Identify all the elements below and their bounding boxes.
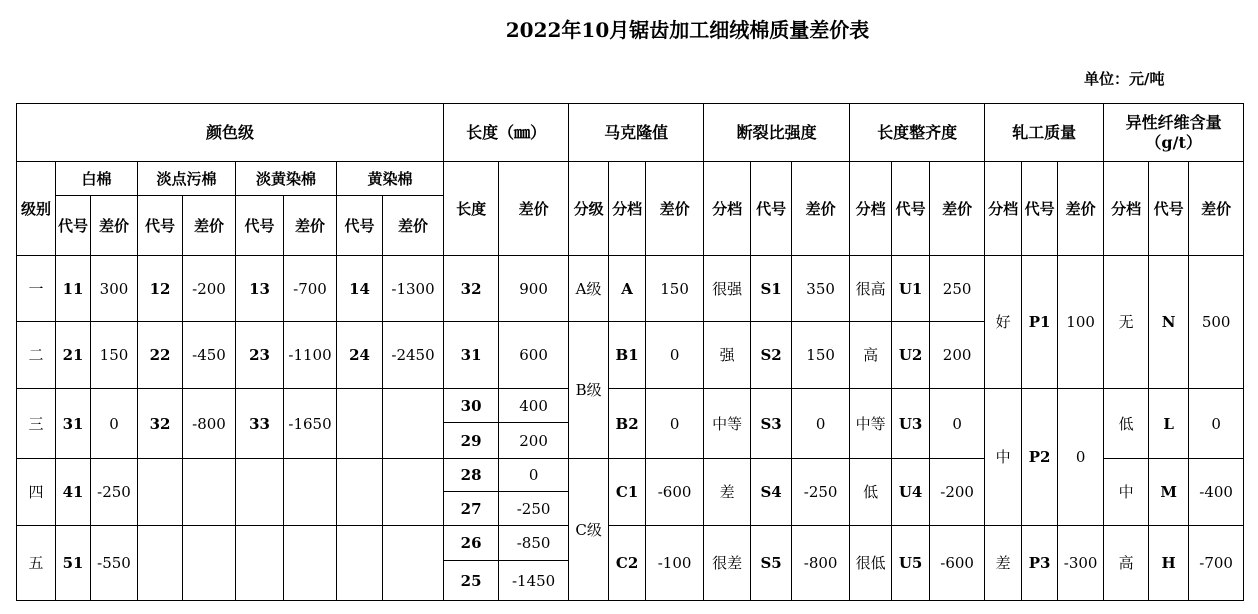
header-mic-grade: 分级 <box>569 162 609 256</box>
mic-code: C1 <box>609 459 646 526</box>
str-code: S5 <box>751 526 792 601</box>
length-value: 29 <box>444 423 499 459</box>
str-gear: 中等 <box>704 389 751 459</box>
spot-diff <box>183 459 236 526</box>
length-diff: -850 <box>499 526 569 561</box>
gin-diff: -300 <box>1058 526 1104 601</box>
gin-code: P2 <box>1022 389 1058 526</box>
header-uni-code: 代号 <box>892 162 930 256</box>
lyellow-code <box>236 459 284 526</box>
header-foreign-fiber-label: 异性纤维含量 <box>1125 112 1222 132</box>
str-gear: 很强 <box>704 256 751 322</box>
str-gear: 差 <box>704 459 751 526</box>
yellow-code <box>337 389 383 459</box>
mic-diff: 0 <box>646 322 704 389</box>
ff-gear: 中 <box>1104 459 1149 526</box>
header-micronaire: 马克隆值 <box>569 104 704 162</box>
mic-diff: 150 <box>646 256 704 322</box>
length-diff: 200 <box>499 423 569 459</box>
length-diff: 600 <box>499 322 569 389</box>
gin-gear: 中 <box>985 389 1022 526</box>
length-value: 32 <box>444 256 499 322</box>
str-diff: 350 <box>792 256 850 322</box>
lyellow-diff <box>284 459 337 526</box>
yellow-diff <box>383 526 444 601</box>
white-diff: 0 <box>91 389 138 459</box>
length-value: 30 <box>444 389 499 423</box>
header-ff-code: 代号 <box>1149 162 1189 256</box>
mic-grade: A级 <box>569 256 609 322</box>
str-code: S4 <box>751 459 792 526</box>
ff-diff: 500 <box>1189 256 1244 389</box>
header-uniformity: 长度整齐度 <box>850 104 985 162</box>
ff-diff: 0 <box>1189 389 1244 459</box>
ff-diff: -400 <box>1189 459 1244 526</box>
header-yellow-diff: 差价 <box>383 196 444 256</box>
spot-code: 32 <box>138 389 183 459</box>
yellow-diff <box>383 389 444 459</box>
page-title: 2022年10月锯齿加工细绒棉质量差价表 <box>505 18 870 42</box>
spot-diff: -200 <box>183 256 236 322</box>
white-code: 51 <box>56 526 91 601</box>
header-white-diff: 差价 <box>91 196 138 256</box>
yellow-code <box>337 459 383 526</box>
str-diff: 150 <box>792 322 850 389</box>
ff-diff: -700 <box>1189 526 1244 601</box>
mic-diff: -100 <box>646 526 704 601</box>
gin-gear: 差 <box>985 526 1022 601</box>
grade-level: 一 <box>17 256 56 322</box>
gin-code: P3 <box>1022 526 1058 601</box>
spot-diff <box>183 526 236 601</box>
header-str-diff: 差价 <box>792 162 850 256</box>
uni-code: U4 <box>892 459 930 526</box>
uni-diff: 200 <box>930 322 985 389</box>
length-diff: 900 <box>499 256 569 322</box>
uni-gear: 低 <box>850 459 892 526</box>
spot-diff: -450 <box>183 322 236 389</box>
mic-code: B2 <box>609 389 646 459</box>
uni-diff: -200 <box>930 459 985 526</box>
header-level: 级别 <box>17 162 56 256</box>
header-mic-diff: 差价 <box>646 162 704 256</box>
header-gin-diff: 差价 <box>1058 162 1104 256</box>
uni-diff: -600 <box>930 526 985 601</box>
length-value: 25 <box>444 561 499 601</box>
yellow-diff <box>383 459 444 526</box>
white-code: 21 <box>56 322 91 389</box>
mic-code: B1 <box>609 322 646 389</box>
header-ginning: 轧工质量 <box>985 104 1104 162</box>
spot-code: 12 <box>138 256 183 322</box>
header-len-diff: 差价 <box>499 162 569 256</box>
yellow-code <box>337 526 383 601</box>
str-code: S3 <box>751 389 792 459</box>
header-strength: 断裂比强度 <box>704 104 850 162</box>
grade-level: 五 <box>17 526 56 601</box>
mic-code: A <box>609 256 646 322</box>
grade-level: 四 <box>17 459 56 526</box>
spot-code <box>138 459 183 526</box>
length-diff: 0 <box>499 459 569 492</box>
str-gear: 强 <box>704 322 751 389</box>
price-difference-table <box>16 103 1244 601</box>
header-len: 长度 <box>444 162 499 256</box>
spot-diff: -800 <box>183 389 236 459</box>
ff-gear: 高 <box>1104 526 1149 601</box>
ff-gear: 无 <box>1104 256 1149 389</box>
white-code: 31 <box>56 389 91 459</box>
length-diff: -250 <box>499 492 569 526</box>
ff-code: N <box>1149 256 1189 389</box>
header-length: 长度（㎜） <box>444 104 569 162</box>
header-spot-diff: 差价 <box>183 196 236 256</box>
yellow-code: 14 <box>337 256 383 322</box>
header-ff-gear: 分档 <box>1104 162 1149 256</box>
mic-grade: C级 <box>569 459 609 601</box>
gin-diff: 0 <box>1058 389 1104 526</box>
str-gear: 很差 <box>704 526 751 601</box>
length-diff: 400 <box>499 389 569 423</box>
str-code: S1 <box>751 256 792 322</box>
grade-level: 三 <box>17 389 56 459</box>
header-light-spotted: 淡点污棉 <box>138 162 236 196</box>
lyellow-code: 23 <box>236 322 284 389</box>
white-diff: -250 <box>91 459 138 526</box>
uni-code: U2 <box>892 322 930 389</box>
gin-gear: 好 <box>985 256 1022 389</box>
header-uni-gear: 分档 <box>850 162 892 256</box>
header-gin-code: 代号 <box>1022 162 1058 256</box>
header-white: 白棉 <box>56 162 138 196</box>
header-light-yellow: 淡黄染棉 <box>236 162 337 196</box>
white-diff: 150 <box>91 322 138 389</box>
length-value: 28 <box>444 459 499 492</box>
header-white-code: 代号 <box>56 196 91 256</box>
mic-grade: B级 <box>569 322 609 459</box>
str-diff: -250 <box>792 459 850 526</box>
header-yellow: 黄染棉 <box>337 162 444 196</box>
gin-code: P1 <box>1022 256 1058 389</box>
yellow-diff: -2450 <box>383 322 444 389</box>
yellow-code: 24 <box>337 322 383 389</box>
header-ff-diff: 差价 <box>1189 162 1244 256</box>
lyellow-diff: -1100 <box>284 322 337 389</box>
length-value: 27 <box>444 492 499 526</box>
mic-diff: 0 <box>646 389 704 459</box>
header-uni-diff: 差价 <box>930 162 985 256</box>
mic-code: C2 <box>609 526 646 601</box>
length-value: 31 <box>444 322 499 389</box>
grade-level: 二 <box>17 322 56 389</box>
uni-code: U3 <box>892 389 930 459</box>
gin-diff: 100 <box>1058 256 1104 389</box>
uni-code: U5 <box>892 526 930 601</box>
yellow-diff: -1300 <box>383 256 444 322</box>
uni-gear: 很高 <box>850 256 892 322</box>
header-foreign-fiber <box>1104 104 1244 162</box>
header-foreign-fiber-unit: （g/t） <box>1145 132 1202 152</box>
lyellow-code <box>236 526 284 601</box>
ff-code: M <box>1149 459 1189 526</box>
spot-code <box>138 526 183 601</box>
header-lyellow-diff: 差价 <box>284 196 337 256</box>
str-code: S2 <box>751 322 792 389</box>
ff-code: L <box>1149 389 1189 459</box>
uni-gear: 很低 <box>850 526 892 601</box>
header-lyellow-code: 代号 <box>236 196 284 256</box>
length-diff: -1450 <box>499 561 569 601</box>
header-str-gear: 分档 <box>704 162 751 256</box>
lyellow-diff: -1650 <box>284 389 337 459</box>
str-diff: -800 <box>792 526 850 601</box>
lyellow-code: 33 <box>236 389 284 459</box>
mic-diff: -600 <box>646 459 704 526</box>
lyellow-diff <box>284 526 337 601</box>
header-yellow-code: 代号 <box>337 196 383 256</box>
ff-code: H <box>1149 526 1189 601</box>
str-diff: 0 <box>792 389 850 459</box>
header-mic-gear: 分档 <box>609 162 646 256</box>
header-spot-code: 代号 <box>138 196 183 256</box>
white-diff: 300 <box>91 256 138 322</box>
header-gin-gear: 分档 <box>985 162 1022 256</box>
length-value: 26 <box>444 526 499 561</box>
header-str-code: 代号 <box>751 162 792 256</box>
white-code: 41 <box>56 459 91 526</box>
white-diff: -550 <box>91 526 138 601</box>
ff-gear: 低 <box>1104 389 1149 459</box>
header-color-grade: 颜色级 <box>17 104 444 162</box>
spot-code: 22 <box>138 322 183 389</box>
white-code: 11 <box>56 256 91 322</box>
uni-gear: 中等 <box>850 389 892 459</box>
lyellow-diff: -700 <box>284 256 337 322</box>
uni-gear: 高 <box>850 322 892 389</box>
uni-code: U1 <box>892 256 930 322</box>
uni-diff: 250 <box>930 256 985 322</box>
unit-label: 单位：元/吨 <box>1084 70 1165 88</box>
lyellow-code: 13 <box>236 256 284 322</box>
uni-diff: 0 <box>930 389 985 459</box>
